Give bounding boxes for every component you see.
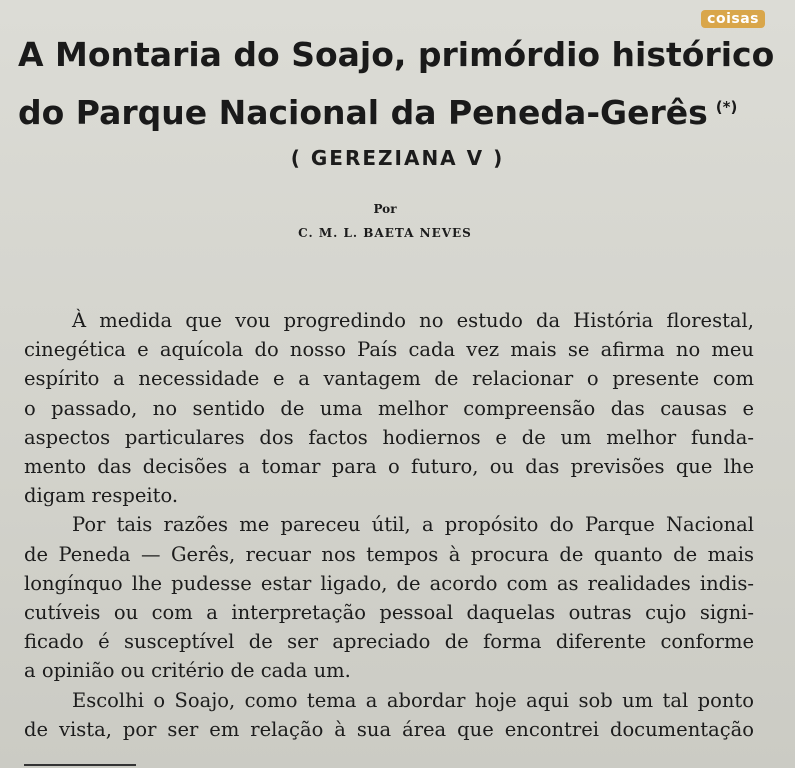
body-line: digam respeito.: [24, 484, 179, 508]
body-line: mento das decisões a tomar para o futuro, ou das previsões que lhe: [24, 455, 754, 479]
body-line: longínquo lhe pudesse estar ligado, de acordo com as realidades indis-: [24, 571, 754, 595]
article-body: [24, 306, 754, 744]
site-watermark-logo: coisas: [701, 10, 765, 28]
body-line: À medida que vou progredindo no estudo da História florestal,: [72, 309, 754, 332]
body-line: de Peneda — Gerês, recuar nos tempos à procura de quanto de mais: [24, 542, 754, 566]
body-line: Por tais razões me pareceu útil, a propósito do Parque Nacional: [72, 513, 754, 537]
title-line-2: do Parque Nacional da Peneda-Gerês: [18, 93, 708, 132]
body-line: cutíveis ou com a interpretação pessoal daquelas outras cujo signi-: [24, 601, 754, 625]
article-title: [18, 26, 778, 142]
body-line: Escolhi o Soajo, como tema a abordar hoje aqui sob um tal ponto: [72, 688, 754, 712]
body-line: cinegética e aquícola do nosso País cada vez mais se afirma no meu: [24, 338, 754, 362]
body-line: a opinião ou critério de cada um.: [24, 659, 351, 683]
body-line: o passado, no sentido de uma melhor compreensão das causas e: [24, 396, 754, 420]
title-footnote-mark: (*): [715, 98, 738, 116]
footnote-separator: [24, 764, 136, 766]
body-line: de vista, por ser em relação à sua área que encontrei documentação: [24, 717, 754, 741]
series-subtitle: ( GEREZIANA V ): [290, 146, 505, 170]
author-name: C. M. L. BAETA NEVES: [298, 226, 472, 240]
byline-prefix: Por: [373, 202, 397, 216]
body-line: espírito a necessidade e a vantagem de relacionar o presente com: [24, 367, 754, 391]
body-line: aspectos particulares dos factos hodiernos e de um melhor funda-: [24, 425, 754, 449]
body-line: ficado é susceptível de ser apreciado de forma diferente conforme: [24, 630, 754, 654]
title-line-1: A Montaria do Soajo, primórdio histórico: [18, 35, 775, 74]
